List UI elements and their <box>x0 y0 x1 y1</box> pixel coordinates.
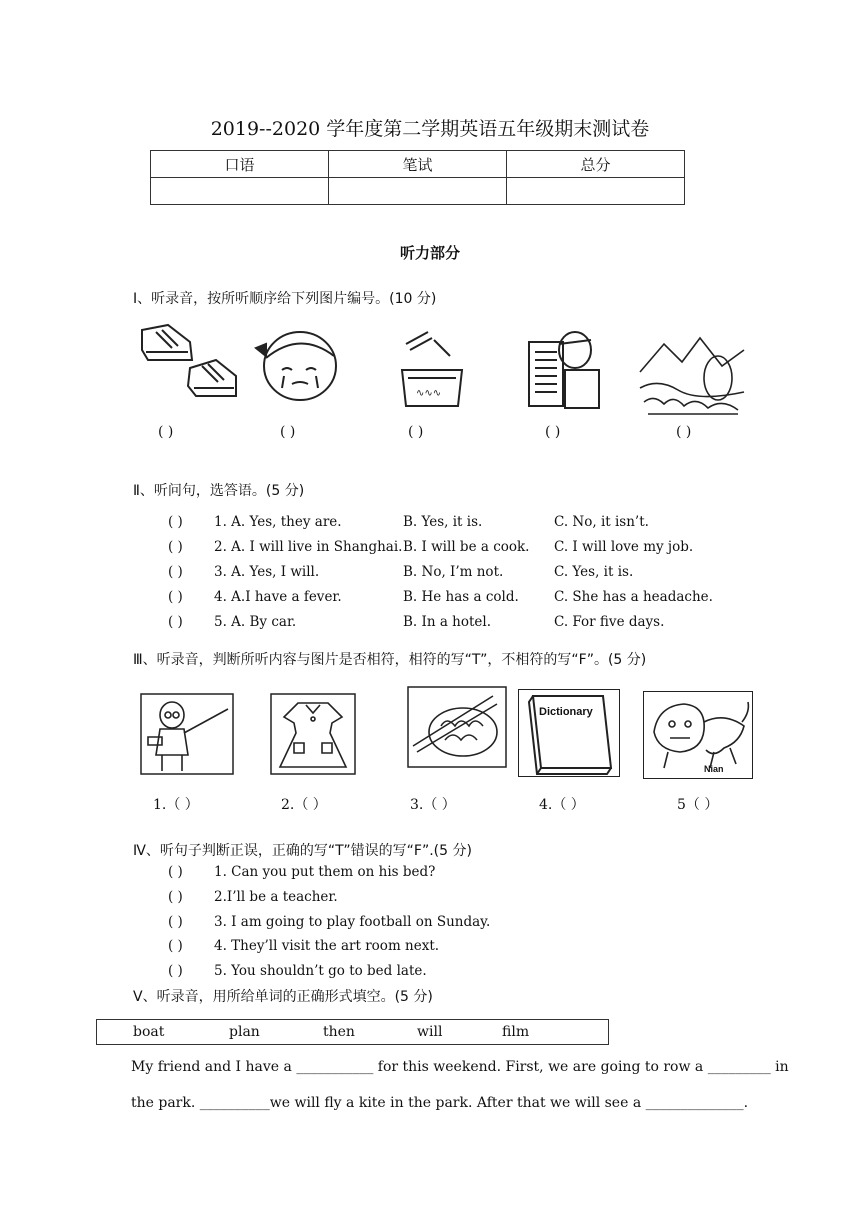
q2-blank[interactable]: ( ) <box>168 539 183 555</box>
q4-blank[interactable]: ( ) <box>168 889 183 905</box>
dress-icon <box>270 693 356 775</box>
nian-label: Nian <box>704 764 724 774</box>
page-title: 2019--2020 学年度第二学期英语五年级期末测试卷 <box>210 118 650 140</box>
score-header-total: 总分 <box>507 151 685 178</box>
q2-blank[interactable]: ( ) <box>168 589 183 605</box>
cloze-line-1[interactable]: My friend and I have a ___________ for this weekend. First, we are going to row a _________ in <box>131 1059 789 1075</box>
q2-option-c: C. She has a headache. <box>554 589 713 605</box>
paren-pic-4[interactable]: ( ) <box>545 424 561 440</box>
q2-option-c: C. Yes, it is. <box>554 564 634 580</box>
q2-option-a: 3. A. Yes, I will. <box>214 564 320 580</box>
answer-pic-2[interactable]: 2.（ ） <box>281 797 327 813</box>
section3-heading: Ⅲ、听录音，判断所听内容与图片是否相符，相符的写“T”，不相符的写“F”。(5 分) <box>133 652 647 668</box>
paren-pic-3[interactable]: ( ) <box>408 424 424 440</box>
score-table <box>150 150 685 205</box>
q2-option-c: C. I will love my job. <box>554 539 694 555</box>
q2-option-b: B. In a hotel. <box>403 614 492 630</box>
svg-text:∿∿∿: ∿∿∿ <box>416 388 442 399</box>
q4-sentence: 4. They’ll visit the art room next. <box>214 938 440 954</box>
q4-sentence: 2.I’ll be a teacher. <box>214 889 338 905</box>
answer-pic-4[interactable]: 4.（ ） <box>539 797 585 813</box>
q2-option-a: 4. A.I have a fever. <box>214 589 342 605</box>
teacher-icon <box>140 693 234 775</box>
answer-pic-5[interactable]: 5（ ） <box>677 797 719 813</box>
nian-monster-icon <box>644 692 752 778</box>
answer-pic-3[interactable]: 3.（ ） <box>410 797 456 813</box>
paren-pic-5[interactable]: ( ) <box>676 424 692 440</box>
q4-sentence: 5. You shouldn’t go to bed late. <box>214 963 427 979</box>
q2-option-c: C. For five days. <box>554 614 665 630</box>
word-bank-item: boat <box>133 1024 165 1040</box>
word-bank-item: will <box>417 1024 443 1040</box>
section1-heading: Ⅰ、听录音，按所听顺序给下列图片编号。(10 分) <box>133 291 437 307</box>
word-bank <box>96 1019 609 1045</box>
q2-blank[interactable]: ( ) <box>168 514 183 530</box>
paren-pic-1[interactable]: ( ) <box>158 424 174 440</box>
q2-option-a: 2. A. I will live in Shanghai. <box>214 539 403 555</box>
score-header-written: 笔试 <box>329 151 507 178</box>
q2-option-a: 5. A. By car. <box>214 614 297 630</box>
crayons-box-icon <box>398 330 466 410</box>
q2-blank[interactable]: ( ) <box>168 564 183 580</box>
q2-option-b: B. I will be a cook. <box>403 539 530 555</box>
section2-heading: Ⅱ、听问句，选答语。(5 分) <box>133 483 305 499</box>
q2-option-b: B. He has a cold. <box>403 589 519 605</box>
cloze-line-2[interactable]: the park. __________we will fly a kite in the park. After that we will see a ______________. <box>131 1095 749 1111</box>
q4-blank[interactable]: ( ) <box>168 864 183 880</box>
score-cell-oral[interactable] <box>151 178 329 205</box>
section4-heading: Ⅳ、听句子判断正误，正确的写“T”错误的写“F”.(5 分) <box>133 843 472 859</box>
q2-option-c: C. No, it isn’t. <box>554 514 649 530</box>
listening-heading: 听力部分 <box>399 244 460 262</box>
q2-option-b: B. Yes, it is. <box>403 514 483 530</box>
score-header-oral: 口语 <box>151 151 329 178</box>
crying-girl-icon <box>252 326 344 406</box>
nian-picture <box>643 691 753 779</box>
q2-blank[interactable]: ( ) <box>168 614 183 630</box>
q4-blank[interactable]: ( ) <box>168 963 183 979</box>
man-reading-newspaper-icon <box>525 328 605 410</box>
score-cell-total[interactable] <box>507 178 685 205</box>
mountain-landscape-icon <box>638 332 746 418</box>
word-bank-item: plan <box>229 1024 260 1040</box>
q2-option-b: B. No, I’m not. <box>403 564 504 580</box>
q2-option-a: 1. A. Yes, they are. <box>214 514 342 530</box>
word-bank-item: film <box>502 1024 530 1040</box>
q4-blank[interactable]: ( ) <box>168 914 183 930</box>
section5-heading: Ⅴ、听录音，用所给单词的正确形式填空。(5 分) <box>133 989 433 1005</box>
dictionary-label: Dictionary <box>539 706 593 718</box>
q4-sentence: 1. Can you put them on his bed? <box>214 864 436 880</box>
dumplings-icon <box>407 686 507 768</box>
score-cell-written[interactable] <box>329 178 507 205</box>
sneakers-icon <box>138 320 240 402</box>
answer-pic-1[interactable]: 1.（ ） <box>153 797 199 813</box>
word-bank-item: then <box>323 1024 355 1040</box>
q4-blank[interactable]: ( ) <box>168 938 183 954</box>
dictionary-icon <box>519 690 619 776</box>
paren-pic-2[interactable]: ( ) <box>280 424 296 440</box>
q4-sentence: 3. I am going to play football on Sunday. <box>214 914 491 930</box>
dictionary-picture <box>518 689 620 777</box>
